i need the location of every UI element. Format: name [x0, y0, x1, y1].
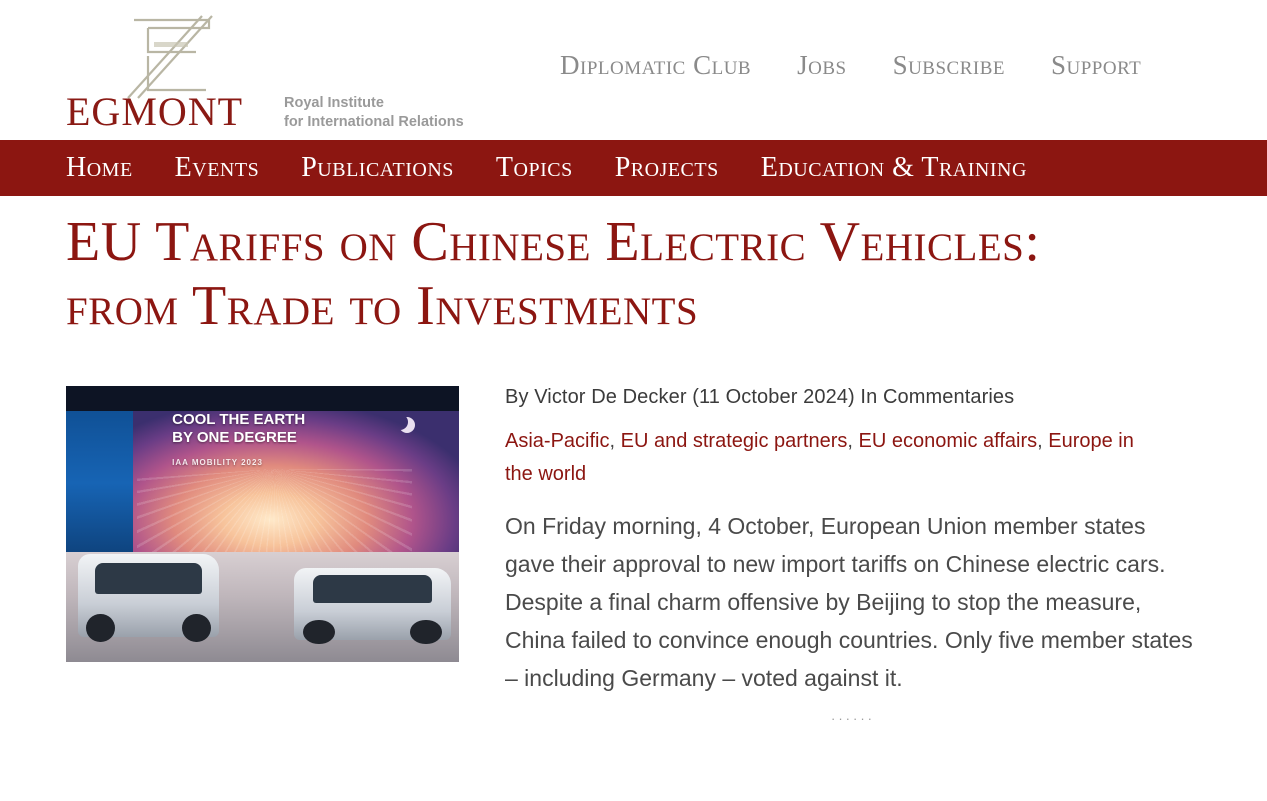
image-car-right-wheel-rear [410, 620, 441, 644]
image-car-left-window [95, 563, 203, 594]
image-caption-small: IAA MOBILITY 2023 [172, 457, 263, 467]
nav-item-projects[interactable]: Projects [614, 152, 719, 183]
article-body [66, 386, 1201, 726]
article-tags [505, 425, 1135, 491]
top-nav-item-diplomatic-club[interactable]: Diplomatic Club [560, 50, 752, 80]
top-utility-nav [560, 50, 1141, 81]
site-logo[interactable] [66, 10, 516, 134]
tag-eu-economic-affairs[interactable]: EU economic affairs [858, 430, 1038, 452]
page-title: EU Tariffs on Chinese Electric Vehicles: from Trade to Investments [66, 211, 1041, 337]
tag-asia-pacific[interactable]: Asia-Pacific [505, 430, 610, 452]
image-car-left-wheel-front [86, 614, 114, 642]
logo-subtitle-line1: Royal Institute [284, 95, 384, 111]
tag-sep-0: , [609, 430, 616, 452]
logo-subtitle [284, 94, 464, 132]
image-caption-overlay [172, 411, 305, 472]
image-car-right [294, 568, 451, 640]
tag-sep-2: , [1037, 430, 1043, 452]
nav-item-home[interactable]: Home [66, 152, 133, 183]
nav-item-events[interactable]: Events [174, 152, 260, 183]
image-car-left-wheel-rear [182, 614, 210, 642]
article-lede-paragraph: On Friday morning, 4 October, European Union member states gave their approval to new import tariffs on Chinese electric cars. Despite a final charm offensive by Beijing to stop the measure, China failed to convince enough countries. Only five member states – including Germany – voted against it. [505, 513, 1193, 691]
tag-europe-in-the-world[interactable]: Europe in the world [505, 430, 1134, 485]
image-left-panel [66, 386, 133, 563]
article-byline: By Victor De Decker (11 October 2024) In Commentaries [505, 386, 1015, 408]
tag-eu-and-strategic-partners[interactable]: EU and strategic partners [620, 430, 848, 452]
nav-item-education-training[interactable]: Education & Training [760, 152, 1027, 183]
site-header [0, 0, 1267, 140]
top-nav-item-jobs[interactable]: Jobs [797, 50, 847, 80]
image-moon [392, 414, 408, 430]
logo-wordmark: EGMONT [66, 89, 244, 134]
top-nav-item-subscribe[interactable]: Subscribe [892, 50, 1005, 80]
article-content [505, 386, 1201, 726]
image-car-right-window [313, 575, 432, 602]
tag-sep-1: , [847, 430, 853, 452]
nav-item-topics[interactable]: Topics [495, 152, 573, 183]
image-ceiling [66, 386, 459, 411]
image-caption-line1: COOL THE EARTH [172, 410, 306, 428]
main-navigation [0, 140, 1267, 196]
article-image [66, 386, 459, 662]
article [0, 196, 1267, 726]
image-car-left [78, 554, 219, 637]
image-caption-line2: BY ONE DEGREE [172, 428, 297, 446]
top-nav-item-support[interactable]: Support [1051, 50, 1142, 80]
image-car-right-wheel-front [303, 620, 334, 644]
article-figure [66, 386, 459, 726]
logo-subtitle-line2: for International Relations [284, 114, 464, 130]
article-continuation-dots: ······ [831, 711, 875, 726]
nav-item-publications[interactable]: Publications [301, 152, 454, 183]
